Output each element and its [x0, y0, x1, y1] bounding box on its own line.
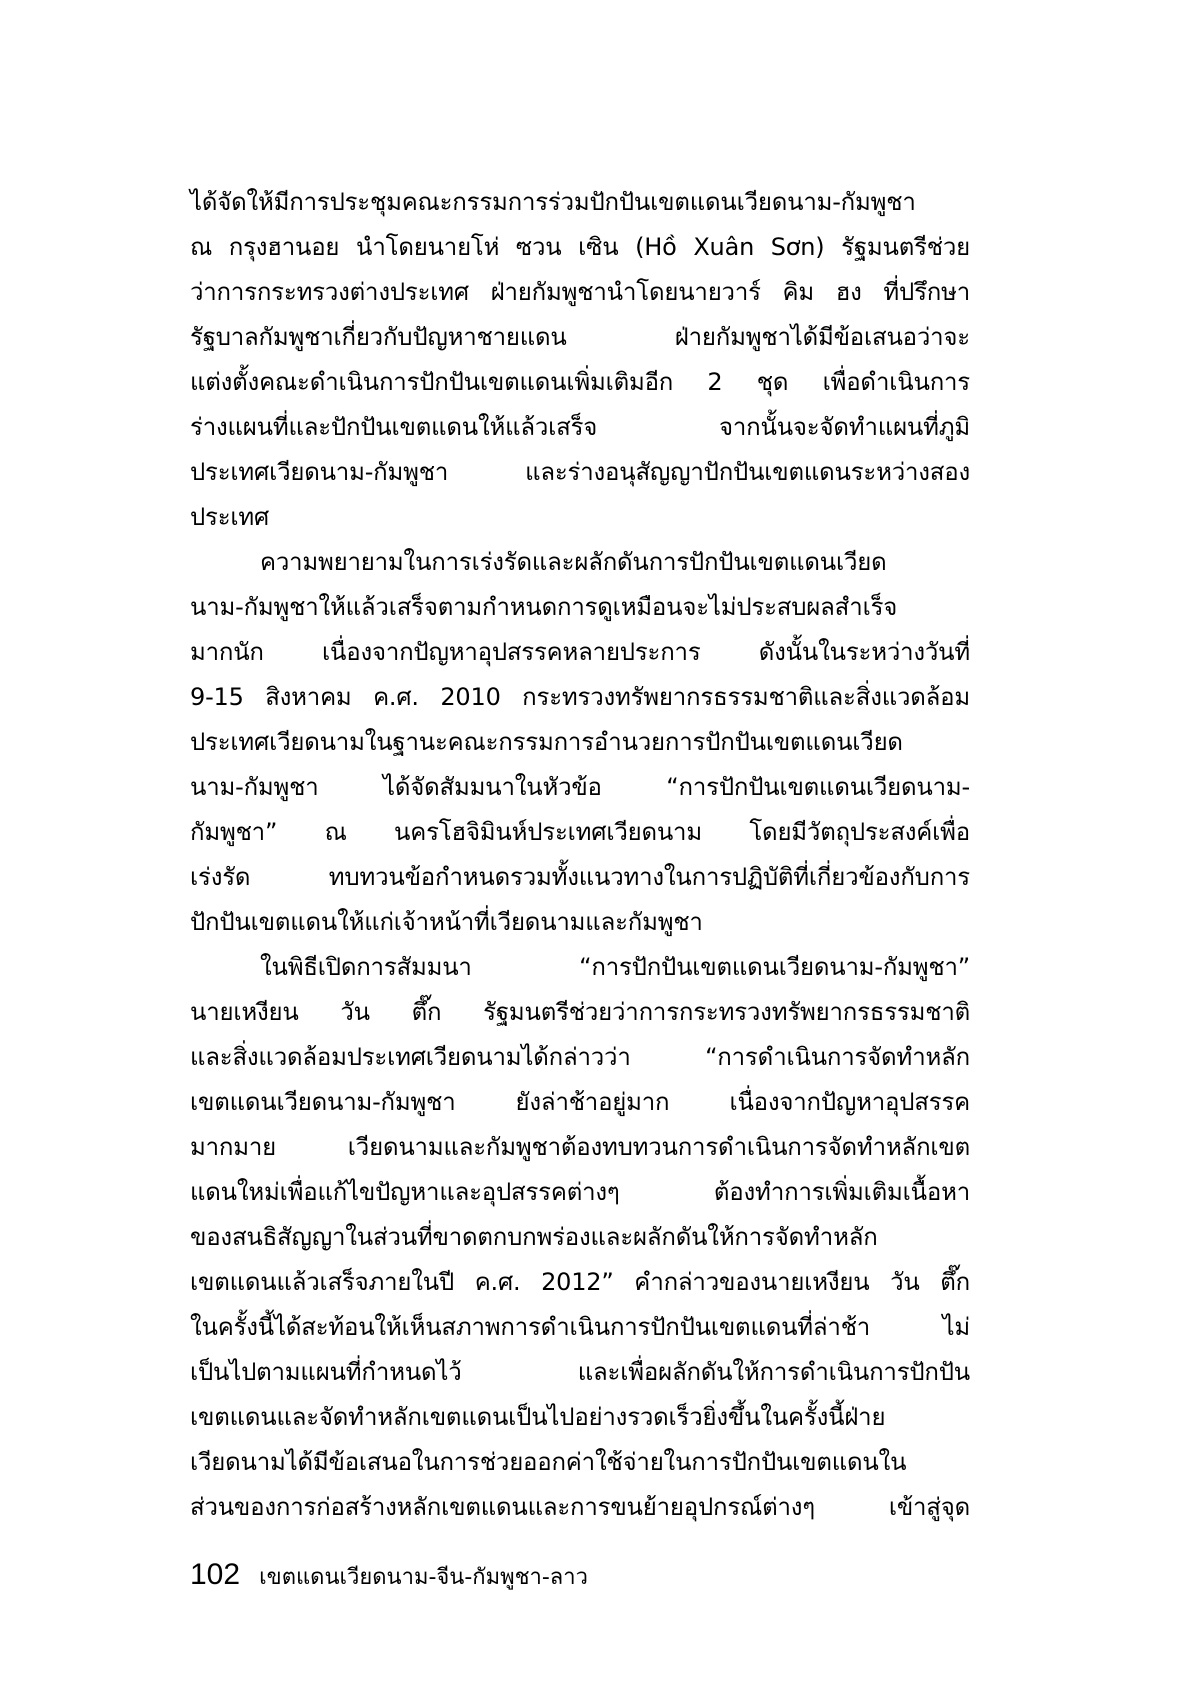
text-line: รัฐบาลกัมพูชาเกี่ยวกับปัญหาชายแดน ฝ่ายกัมพูชาได้มีข้อเสนอว่าจะ	[190, 323, 970, 351]
paragraph-first-line: ในพิธีเปิดการสัมมนา “การปักปันเขตแดนเวียดนาม-กัมพูชา”	[260, 953, 970, 981]
text-line: มากมาย เวียดนามและกัมพูชาต้องทบทวนการดำเนินการจัดทำหลักเขต	[190, 1133, 970, 1161]
running-title: เขตแดนเวียดนาม-จีน-กัมพูชา-ลาว	[259, 1565, 588, 1590]
text-line: เวียดนามได้มีข้อเสนอในการช่วยออกค่าใช้จ่ายในการปักปันเขตแดนใน	[190, 1448, 907, 1476]
text-line: นาม-กัมพูชาให้แล้วเสร็จตามกำหนดการดูเหมือนจะไม่ประสบผลสำเร็จ	[190, 593, 898, 621]
text-line: เป็นไปตามแผนที่กำหนดไว้ และเพื่อผลักดันให้การดำเนินการปักปัน	[190, 1358, 970, 1386]
text-line: ประเทศ	[190, 503, 270, 531]
text-line: แดนใหม่เพื่อแก้ไขปัญหาและอุปสรรคต่างๆ ต้องทำการเพิ่มเติมเนื้อหา	[190, 1178, 970, 1206]
paragraph-first-line: ความพยายามในการเร่งรัดและผลักดันการปักปันเขตแดนเวียด	[260, 548, 887, 576]
text-line: เขตแดนและจัดทำหลักเขตแดนเป็นไปอย่างรวดเร็วยิ่งขึ้นในครั้งนี้ฝ่าย	[190, 1403, 886, 1431]
body-text	[190, 180, 970, 1530]
text-line: ส่วนของการก่อสร้างหลักเขตแดนและการขนย้ายอุปกรณ์ต่างๆ เข้าสู่จุด	[190, 1493, 970, 1521]
text-line: มากนัก เนื่องจากปัญหาอุปสรรคหลายประการ ดังนั้นในระหว่างวันที่	[190, 638, 970, 666]
text-line: ประเทศเวียดนามในฐานะคณะกรรมการอำนวยการปักปันเขตแดนเวียด	[190, 728, 903, 756]
text-line: ในครั้งนี้ได้สะท้อนให้เห็นสภาพการดำเนินการปักปันเขตแดนที่ล่าช้า ไม่	[190, 1313, 970, 1341]
text-line: ประเทศเวียดนาม-กัมพูชา และร่างอนุสัญญาปักปันเขตแดนระหว่างสอง	[190, 458, 970, 486]
page-footer	[190, 1555, 588, 1595]
text-line: และสิ่งแวดล้อมประเทศเวียดนามได้กล่าวว่า “การดำเนินการจัดทำหลัก	[190, 1043, 970, 1071]
text-line: นาม-กัมพูชา ได้จัดสัมมนาในหัวข้อ “การปักปันเขตแดนเวียดนาม-	[190, 773, 970, 801]
text-line: ของสนธิสัญญาในส่วนที่ขาดตกบกพร่องและผลักดันให้การจัดทำหลัก	[190, 1223, 878, 1251]
text-line: ว่าการกระทรวงต่างประเทศ ฝ่ายกัมพูชานำโดยนายวาร์ คิม ฮง ที่ปรึกษา	[190, 278, 970, 306]
text-line: ณ กรุงฮานอย นำโดยนายโห่ ซวน เซิน (Hồ Xuân Sơn) รัฐมนตรีช่วย	[190, 233, 970, 261]
text-line: เขตแดนเวียดนาม-กัมพูชา ยังล่าช้าอยู่มาก เนื่องจากปัญหาอุปสรรค	[190, 1088, 970, 1116]
text-line: 9-15 สิงหาคม ค.ศ. 2010 กระทรวงทรัพยากรธรรมชาติและสิ่งแวดล้อม	[190, 683, 970, 711]
page-number: 102	[190, 1558, 241, 1591]
text-line: เขตแดนแล้วเสร็จภายในปี ค.ศ. 2012” คำกล่าวของนายเหงียน วัน ตึ๊ก	[190, 1268, 970, 1296]
text-line: กัมพูชา” ณ นครโฮจิมินห์ประเทศเวียดนาม โดยมีวัตถุประสงค์เพื่อ	[190, 818, 970, 846]
text-line: แต่งตั้งคณะดำเนินการปักปันเขตแดนเพิ่มเติมอีก 2 ชุด เพื่อดำเนินการ	[190, 368, 970, 396]
text-line: นายเหงียน วัน ตึ๊ก รัฐมนตรีช่วยว่าการกระทรวงทรัพยากรธรรมชาติ	[190, 998, 970, 1026]
text-line: ปักปันเขตแดนให้แก่เจ้าหน้าที่เวียดนามและกัมพูชา	[190, 908, 703, 936]
text-line: ได้จัดให้มีการประชุมคณะกรรมการร่วมปักปันเขตแดนเวียดนาม-กัมพูชา	[190, 188, 916, 216]
text-line: เร่งรัด ทบทวนข้อกำหนดรวมทั้งแนวทางในการปฏิบัติที่เกี่ยวข้องกับการ	[190, 863, 970, 891]
text-line: ร่างแผนที่และปักปันเขตแดนให้แล้วเสร็จ จากนั้นจะจัดทำแผนที่ภูมิ	[190, 413, 970, 441]
